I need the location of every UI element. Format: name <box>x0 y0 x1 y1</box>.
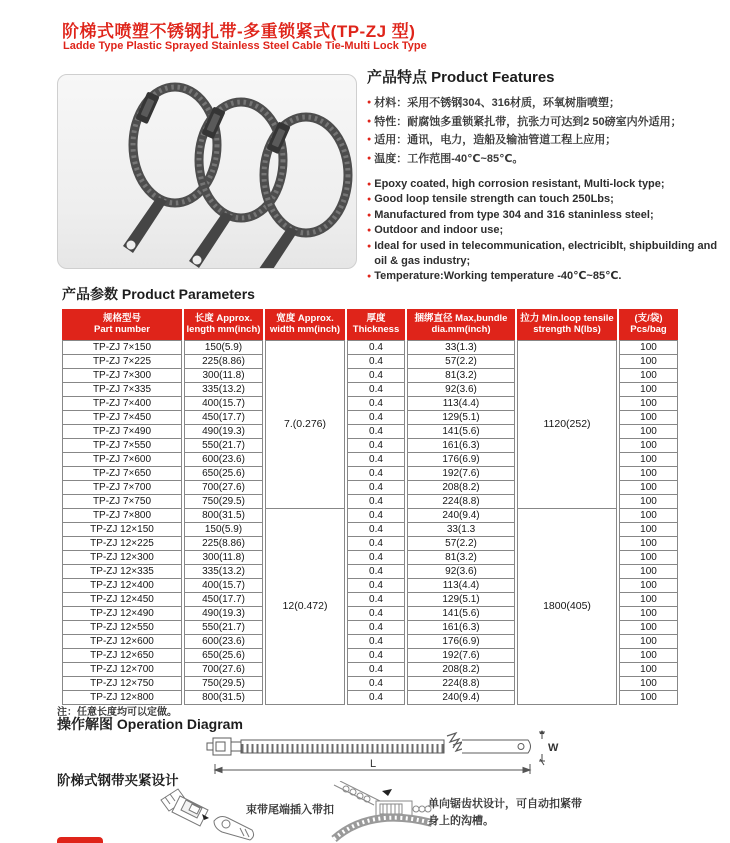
features-section <box>367 66 725 285</box>
length-cell: 400(15.7) <box>184 579 263 593</box>
dimension-label-w: W <box>548 742 559 754</box>
thickness-cell: 0.4 <box>347 340 405 355</box>
table-note: 注：任意长度均可以定做。 <box>57 707 177 718</box>
feature-item <box>367 239 725 270</box>
diameter-cell: 240(9.4) <box>407 691 515 705</box>
length-cell: 150(5.9) <box>184 340 263 355</box>
pcs-cell: 100 <box>619 383 678 397</box>
bullet-icon: ● <box>367 117 372 125</box>
diameter-cell: 208(8.2) <box>407 663 515 677</box>
table-header-cell: 厚度 Thickness <box>347 309 405 340</box>
length-cell: 700(27.6) <box>184 663 263 677</box>
thickness-cell: 0.4 <box>347 621 405 635</box>
pcs-cell: 100 <box>619 691 678 705</box>
cable-tie-illustration <box>58 75 356 268</box>
part-number-cell: TP-ZJ 12×450 <box>62 593 182 607</box>
feature-item <box>367 269 725 284</box>
clamp-caption-right <box>428 796 582 830</box>
ratchet-arrow-icon <box>382 789 392 796</box>
table-header-cell: 规格型号 Part number <box>62 309 182 340</box>
table-header-cell: 宽度 Approx. width mm(inch) <box>265 309 345 340</box>
thickness-cell: 0.4 <box>347 453 405 467</box>
thickness-cell: 0.4 <box>347 397 405 411</box>
feature-text: Temperature:Working temperature -40℃~85℃. <box>374 270 622 283</box>
length-cell: 650(25.6) <box>184 467 263 481</box>
part-number-cell: TP-ZJ 7×335 <box>62 383 182 397</box>
pcs-cell: 100 <box>619 537 678 551</box>
pcs-cell: 100 <box>619 565 678 579</box>
part-number-cell: TP-ZJ 7×490 <box>62 425 182 439</box>
pcs-cell: 100 <box>619 467 678 481</box>
page-title: 阶梯式喷塑不锈钢扎带-多重锁紧式(TP-ZJ 型) <box>62 22 416 41</box>
length-cell: 225(8.86) <box>184 355 263 369</box>
bullet-icon: ● <box>367 227 372 235</box>
part-number-cell: TP-ZJ 7×800 <box>62 509 182 523</box>
bullet-icon: ● <box>367 181 372 188</box>
thickness-cell: 0.4 <box>347 369 405 383</box>
parameters-table-body <box>62 340 678 705</box>
part-number-cell: TP-ZJ 12×700 <box>62 663 182 677</box>
operation-diagram <box>150 729 610 777</box>
length-cell: 490(19.3) <box>184 425 263 439</box>
pcs-cell: 100 <box>619 340 678 355</box>
part-number-cell: TP-ZJ 12×225 <box>62 537 182 551</box>
length-cell: 550(21.7) <box>184 621 263 635</box>
feature-text: Manufactured from type 304 and 316 staninless steel; <box>374 208 654 221</box>
length-cell: 400(15.7) <box>184 397 263 411</box>
diameter-cell: 129(5.1) <box>407 411 515 425</box>
parameters-heading: 产品参数 Product Parameters <box>62 286 255 302</box>
diameter-cell: 113(4.4) <box>407 579 515 593</box>
part-number-cell: TP-ZJ 12×650 <box>62 649 182 663</box>
diameter-cell: 176(6.9) <box>407 635 515 649</box>
pcs-cell: 100 <box>619 663 678 677</box>
pcs-cell: 100 <box>619 593 678 607</box>
feature-item <box>367 208 725 223</box>
pcs-cell: 100 <box>619 355 678 369</box>
thickness-cell: 0.4 <box>347 467 405 481</box>
feature-text: Good loop tensile strength can touch 250Lbs; <box>374 193 614 206</box>
table-header-cell: (支/袋) Pcs/bag <box>619 309 678 340</box>
features-list-en <box>367 177 725 285</box>
thickness-cell: 0.4 <box>347 383 405 397</box>
features-heading: 产品特点 Product Features <box>367 69 555 86</box>
diameter-cell: 192(7.6) <box>407 467 515 481</box>
length-cell: 650(25.6) <box>184 649 263 663</box>
part-number-cell: TP-ZJ 7×550 <box>62 439 182 453</box>
page-subtitle: Ladde Type Plastic Sprayed Stainless Steel Cable Tie-Multi Lock Type <box>63 40 427 52</box>
width-cell: 7.(0.276) <box>265 340 345 509</box>
part-number-cell: TP-ZJ 7×700 <box>62 481 182 495</box>
bullet-icon: ● <box>367 136 372 143</box>
parameters-table-head-row <box>62 309 678 340</box>
length-cell: 450(17.7) <box>184 593 263 607</box>
bullet-icon: ● <box>367 196 372 204</box>
thickness-cell: 0.4 <box>347 607 405 621</box>
feature-text: 适用：通讯，电力，造船及输油管道工程上应用； <box>374 134 617 146</box>
length-cell: 225(8.86) <box>184 537 263 551</box>
part-number-cell: TP-ZJ 7×450 <box>62 411 182 425</box>
part-number-cell: TP-ZJ 12×300 <box>62 551 182 565</box>
length-cell: 550(21.7) <box>184 439 263 453</box>
length-cell: 300(11.8) <box>184 369 263 383</box>
thickness-cell: 0.4 <box>347 565 405 579</box>
pcs-cell: 100 <box>619 495 678 509</box>
strength-cell: 1800(405) <box>517 509 617 705</box>
pcs-cell: 100 <box>619 635 678 649</box>
feature-item <box>367 150 725 169</box>
diameter-cell: 33(1.3) <box>407 340 515 355</box>
thickness-cell: 0.4 <box>347 649 405 663</box>
feature-item <box>367 177 725 192</box>
pcs-cell: 100 <box>619 397 678 411</box>
diameter-cell: 141(5.6) <box>407 425 515 439</box>
thickness-cell: 0.4 <box>347 481 405 495</box>
pcs-cell: 100 <box>619 453 678 467</box>
diameter-cell: 92(3.6) <box>407 383 515 397</box>
part-number-cell: TP-ZJ 7×150 <box>62 340 182 355</box>
thickness-cell: 0.4 <box>347 523 405 537</box>
pcs-cell: 100 <box>619 579 678 593</box>
bullet-icon: ● <box>367 154 372 162</box>
thickness-cell: 0.4 <box>347 411 405 425</box>
thickness-cell: 0.4 <box>347 593 405 607</box>
part-number-cell: TP-ZJ 12×335 <box>62 565 182 579</box>
feature-item <box>367 113 725 132</box>
diameter-cell: 141(5.6) <box>407 607 515 621</box>
diameter-cell: 57(2.2) <box>407 537 515 551</box>
diameter-cell: 161(6.3) <box>407 439 515 453</box>
feature-item <box>367 192 725 207</box>
feature-text: 特性：耐腐蚀多重锁紧扎带，抗张力可达到2 50磅室内外适用； <box>374 115 682 128</box>
diameter-cell: 161(6.3) <box>407 621 515 635</box>
pcs-cell: 100 <box>619 677 678 691</box>
feature-text: Outdoor and indoor use; <box>374 224 504 237</box>
thickness-cell: 0.4 <box>347 509 405 523</box>
thickness-cell: 0.4 <box>347 355 405 369</box>
part-number-cell: TP-ZJ 12×800 <box>62 691 182 705</box>
length-cell: 335(13.2) <box>184 383 263 397</box>
thickness-cell: 0.4 <box>347 425 405 439</box>
thickness-cell: 0.4 <box>347 663 405 677</box>
length-cell: 335(13.2) <box>184 565 263 579</box>
part-number-cell: TP-ZJ 7×225 <box>62 355 182 369</box>
table-header-cell: 长度 Approx. length mm(inch) <box>184 309 263 340</box>
part-number-cell: TP-ZJ 7×300 <box>62 369 182 383</box>
feature-item <box>367 94 725 113</box>
bullet-icon: ● <box>367 242 372 250</box>
length-cell: 490(19.3) <box>184 607 263 621</box>
part-number-cell: TP-ZJ 12×600 <box>62 635 182 649</box>
pcs-cell: 100 <box>619 649 678 663</box>
diameter-cell: 81(3.2) <box>407 551 515 565</box>
width-cell: 12(0.472) <box>265 509 345 705</box>
clamp-heading: 阶梯式钢带夹紧设计 <box>57 773 179 788</box>
diameter-cell: 33(1.3 <box>407 523 515 537</box>
bullet-icon: ● <box>367 273 372 281</box>
bullet-icon: ● <box>367 99 372 106</box>
diameter-cell: 240(9.4) <box>407 509 515 523</box>
part-number-cell: TP-ZJ 12×400 <box>62 579 182 593</box>
red-corner-mark <box>57 837 103 843</box>
parameters-table-wrap <box>60 309 680 705</box>
product-photo <box>57 74 357 269</box>
pcs-cell: 100 <box>619 411 678 425</box>
part-number-cell: TP-ZJ 12×150 <box>62 523 182 537</box>
diameter-cell: 113(4.4) <box>407 397 515 411</box>
part-number-cell: TP-ZJ 7×750 <box>62 495 182 509</box>
thickness-cell: 0.4 <box>347 439 405 453</box>
diameter-cell: 57(2.2) <box>407 355 515 369</box>
pcs-cell: 100 <box>619 439 678 453</box>
table-row <box>62 340 678 355</box>
table-header-cell: 拉力 Min.loop tensile strength N(lbs) <box>517 309 617 340</box>
diameter-cell: 192(7.6) <box>407 649 515 663</box>
thickness-cell: 0.4 <box>347 691 405 705</box>
length-cell: 700(27.6) <box>184 481 263 495</box>
pcs-cell: 100 <box>619 607 678 621</box>
thickness-cell: 0.4 <box>347 579 405 593</box>
diameter-cell: 208(8.2) <box>407 481 515 495</box>
part-number-cell: TP-ZJ 7×600 <box>62 453 182 467</box>
clamp-caption-right-line1: 单向锯齿状设计，可自动扣紧带 <box>428 798 582 810</box>
length-cell: 750(29.5) <box>184 495 263 509</box>
length-cell: 750(29.5) <box>184 677 263 691</box>
diameter-cell: 81(3.2) <box>407 369 515 383</box>
part-number-cell: TP-ZJ 12×550 <box>62 621 182 635</box>
pcs-cell: 100 <box>619 425 678 439</box>
feature-text: Epoxy coated, high corrosion resistant, Multi-lock type; <box>374 178 665 190</box>
length-cell: 300(11.8) <box>184 551 263 565</box>
length-cell: 450(17.7) <box>184 411 263 425</box>
feature-text: Ideal for used in telecommunication, electriciblt, shipbuilding and oil & gas industry; <box>374 239 718 268</box>
part-number-cell: TP-ZJ 12×490 <box>62 607 182 621</box>
feature-text: 温度：工作范围-40℃~85℃。 <box>374 152 524 165</box>
thickness-cell: 0.4 <box>347 495 405 509</box>
clamp-caption-left: 束带尾端插入带扣 <box>246 804 334 816</box>
table-header-cell: 捆绑直径 Max,bundle dia.mm(inch) <box>407 309 515 340</box>
diameter-cell: 129(5.1) <box>407 593 515 607</box>
feature-text: 材料：采用不锈钢304、316材质，环氧树脂喷塑； <box>374 97 620 109</box>
part-number-cell: TP-ZJ 7×400 <box>62 397 182 411</box>
operation-heading: 操作解图 Operation Diagram <box>57 716 243 732</box>
thickness-cell: 0.4 <box>347 635 405 649</box>
length-cell: 600(23.6) <box>184 453 263 467</box>
part-number-cell: TP-ZJ 7×650 <box>62 467 182 481</box>
feature-item <box>367 223 725 238</box>
length-cell: 150(5.9) <box>184 523 263 537</box>
clamp-caption-right-line2: 身上的沟槽。 <box>428 815 494 827</box>
parameters-table <box>60 309 680 705</box>
strength-cell: 1120(252) <box>517 340 617 509</box>
diameter-cell: 92(3.6) <box>407 565 515 579</box>
pcs-cell: 100 <box>619 509 678 523</box>
diameter-cell: 176(6.9) <box>407 453 515 467</box>
table-row <box>62 509 678 523</box>
thickness-cell: 0.4 <box>347 677 405 691</box>
clamp-ratchet-illustration <box>330 781 438 843</box>
pcs-cell: 100 <box>619 481 678 495</box>
thickness-cell: 0.4 <box>347 551 405 565</box>
features-list-cn <box>367 94 725 168</box>
dimension-label-l: L <box>370 758 377 770</box>
part-number-cell: TP-ZJ 12×750 <box>62 677 182 691</box>
pcs-cell: 100 <box>619 551 678 565</box>
pcs-cell: 100 <box>619 369 678 383</box>
pcs-cell: 100 <box>619 621 678 635</box>
feature-item <box>367 131 725 150</box>
bullet-icon: ● <box>367 211 372 219</box>
diameter-cell: 224(8.8) <box>407 495 515 509</box>
length-cell: 600(23.6) <box>184 635 263 649</box>
thickness-cell: 0.4 <box>347 537 405 551</box>
diameter-cell: 224(8.8) <box>407 677 515 691</box>
length-cell: 800(31.5) <box>184 691 263 705</box>
pcs-cell: 100 <box>619 523 678 537</box>
length-cell: 800(31.5) <box>184 509 263 523</box>
